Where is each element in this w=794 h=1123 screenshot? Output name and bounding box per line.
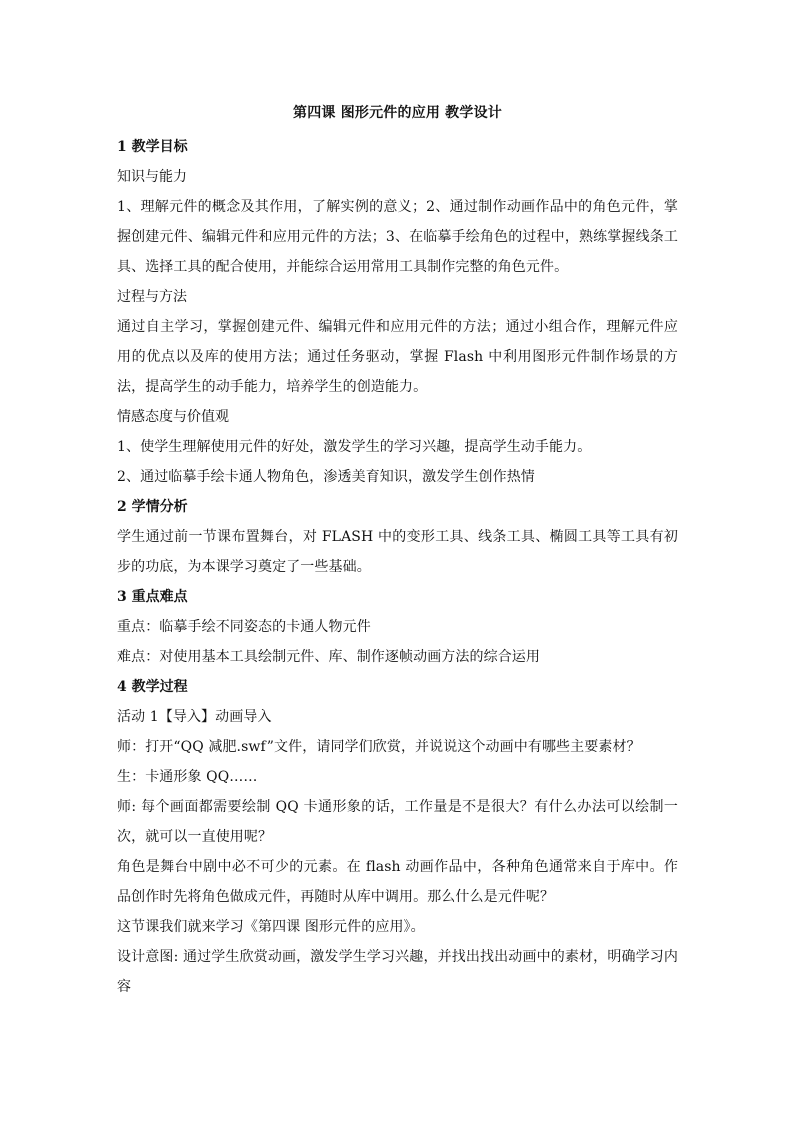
paragraph-teacher-1: 师：打开“QQ 减肥.swf”文件，请同学们欣赏，并说说这个动画中有哪些主要素材？	[117, 739, 641, 755]
subheading-attitude: 情感态度与价值观	[117, 409, 229, 425]
page-title: 第四课 图形元件的应用 教学设计	[293, 105, 502, 121]
paragraph-teacher-2: 师: 每个画面都需要绘制 QQ 卡通形象的话，工作量是不是很大？有什么办法可以绘制一次，就可以一直使用呢？	[117, 799, 678, 845]
subheading-knowledge: 知识与能力	[117, 169, 187, 185]
section-heading-key-points: 3 重点难点	[117, 589, 188, 605]
section-heading-objectives: 1 教学目标	[117, 139, 188, 155]
paragraph-key-point: 重点：临摹手绘不同姿态的卡通人物元件	[117, 619, 371, 635]
paragraph-knowledge: 1、理解元件的概念及其作用，了解实例的意义；2、通过制作动画作品中的角色元件，掌握创建元件、编辑元件和应用元件的方法；3、在临摹手绘角色的过程中，熟练掌握线条工具、选择工具的配合使用，并能综合运用常用工具制作完整的角色元件。	[117, 199, 678, 275]
paragraph-student: 生：卡通形象 QQ……	[117, 769, 258, 785]
paragraph-attitude-1: 1、使学生理解使用元件的好处，激发学生的学习兴趣，提高学生动手能力。	[117, 439, 592, 455]
section-heading-process: 4 教学过程	[117, 679, 188, 695]
paragraph-role: 角色是舞台中剧中必不可少的元素。在 flash 动画作品中，各种角色通常来自于库中。作品创作时先将角色做成元件，再随时从库中调用。那么什么是元件呢？	[117, 859, 678, 905]
paragraph-lesson-intro: 这节课我们就来学习《第四课 图形元件的应用》。	[117, 919, 425, 935]
paragraph-process: 通过自主学习，掌握创建元件、编辑元件和应用元件的方法；通过小组合作，理解元件应用的优点以及库的使用方法；通过任务驱动，掌握 Flash 中利用图形元件制作场景的方法，提高学生的动手能力，培养学生的创造能力。	[117, 319, 678, 395]
paragraph-difficulty: 难点：对使用基本工具绘制元件、库、制作逐帧动画方法的综合运用	[117, 649, 540, 665]
document-body	[117, 100, 678, 1002]
paragraph-analysis: 学生通过前一节课布置舞台，对 FLASH 中的变形工具、线条工具、椭圆工具等工具有初步的功底，为本课学习奠定了一些基础。	[117, 529, 678, 575]
subheading-process: 过程与方法	[117, 289, 187, 305]
paragraph-activity: 活动 1【导入】动画导入	[117, 709, 272, 725]
section-heading-analysis: 2 学情分析	[117, 499, 188, 515]
paragraph-design-intent: 设计意图: 通过学生欣赏动画，激发学生学习兴趣，并找出找出动画中的素材，明确学习内容	[117, 949, 678, 995]
paragraph-attitude-2: 2、通过临摹手绘卡通人物角色，渗透美育知识，激发学生创作热情	[117, 469, 535, 485]
